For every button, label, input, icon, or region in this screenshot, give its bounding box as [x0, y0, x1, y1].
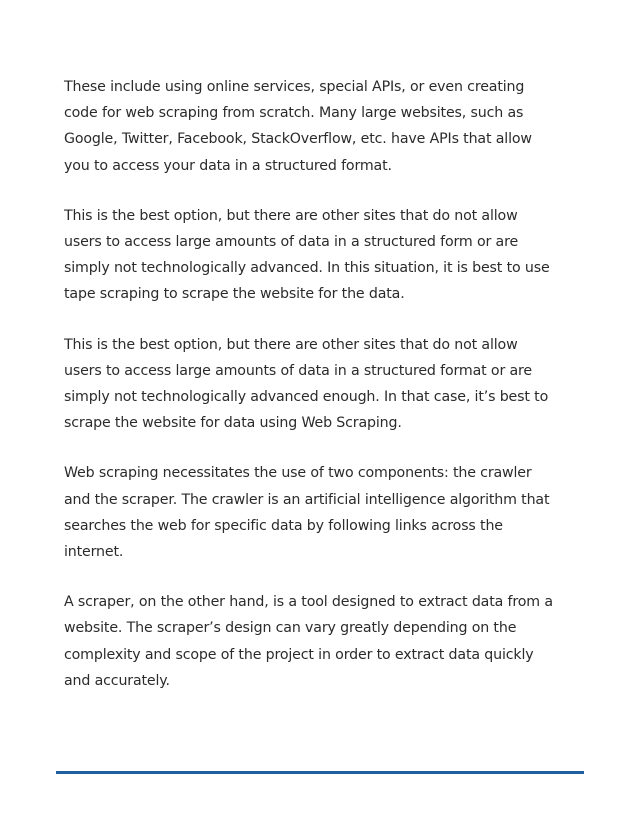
paragraph-line: tape scraping to scrape the website for the data. [64, 286, 405, 303]
paragraph-4 [64, 460, 584, 565]
paragraph-line: Web scraping necessitates the use of two components: the crawler [64, 465, 532, 482]
paragraph-line: and the scraper. The crawler is an artificial intelligence algorithm that [64, 491, 550, 508]
paragraph-line: scrape the website for data using Web Scraping. [64, 415, 402, 432]
document-body [64, 74, 584, 718]
paragraph-line: code for web scraping from scratch. Many large websites, such as [64, 105, 524, 122]
paragraph-line: users to access large amounts of data in a structured format or are [64, 362, 532, 379]
paragraph-line: simply not technologically advanced enough. In that case, it’s best to [64, 389, 549, 406]
paragraph-line: simply not technologically advanced. In this situation, it is best to use [64, 260, 550, 277]
paragraph-line: searches the web for specific data by following links across the [64, 517, 503, 534]
paragraph-1 [64, 74, 584, 179]
paragraph-2 [64, 203, 584, 308]
paragraph-line: you to access your data in a structured format. [64, 157, 392, 174]
paragraph-3 [64, 332, 584, 437]
paragraph-line: complexity and scope of the project in order to extract data quickly [64, 646, 534, 663]
paragraph-line: Google, Twitter, Facebook, StackOverflow, etc. have APIs that allow [64, 131, 532, 148]
paragraph-line: This is the best option, but there are other sites that do not allow [64, 207, 518, 224]
paragraph-line: users to access large amounts of data in a structured form or are [64, 234, 519, 251]
paragraph-line: A scraper, on the other hand, is a tool designed to extract data from a [64, 594, 553, 611]
paragraph-5 [64, 589, 584, 694]
paragraph-line: These include using online services, special APIs, or even creating [64, 79, 525, 95]
paragraph-line: This is the best option, but there are other sites that do not allow [64, 336, 518, 353]
paragraph-line: and accurately. [64, 672, 170, 689]
paragraph-line: website. The scraper’s design can vary greatly depending on the [64, 620, 517, 637]
paragraph-line: internet. [64, 544, 124, 561]
footer-rule [56, 771, 584, 774]
